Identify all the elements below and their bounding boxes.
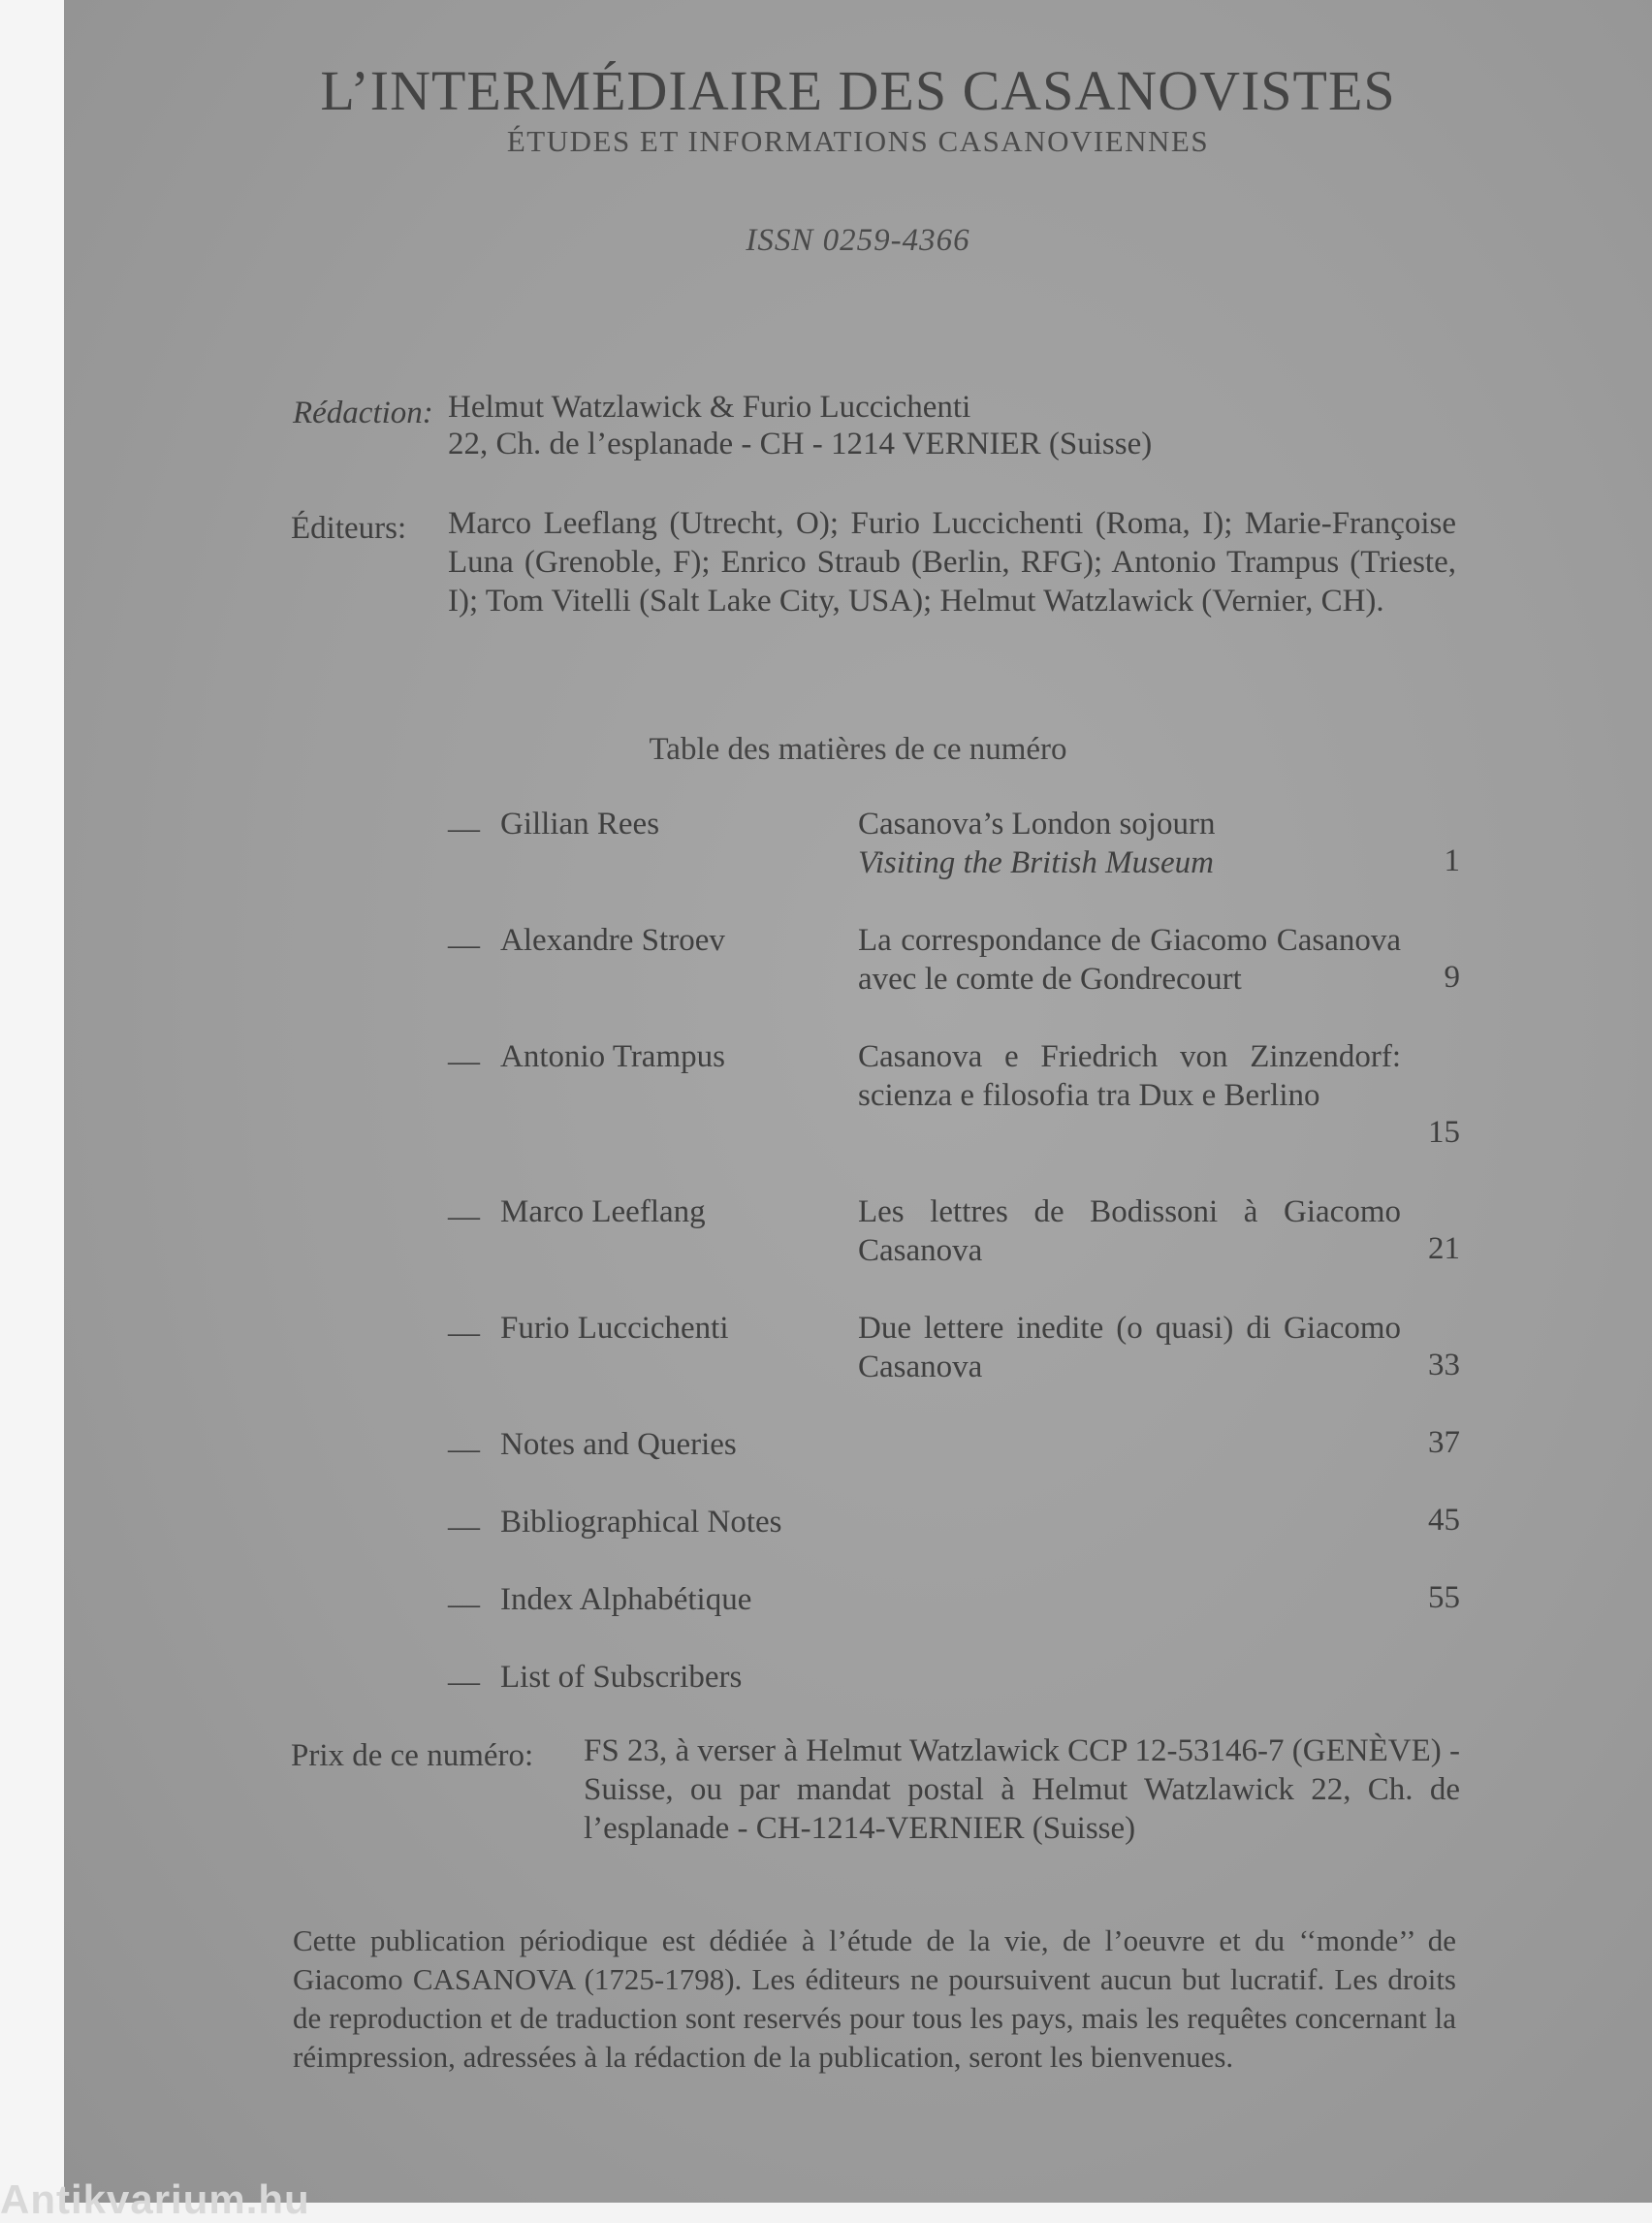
toc-author: List of Subscribers <box>500 1660 743 1695</box>
redaction-label: Rédaction: <box>293 396 433 430</box>
toc-dash: — <box>448 1316 480 1350</box>
toc-author: Notes and Queries <box>500 1427 737 1462</box>
toc-author: Index Alphabétique <box>500 1582 752 1617</box>
toc-dash: — <box>448 1509 480 1544</box>
toc-dash: — <box>448 1587 480 1622</box>
toc-dash: — <box>448 811 480 846</box>
toc-page: 55 <box>1428 1580 1460 1615</box>
toc-page: 9 <box>1444 960 1460 995</box>
toc-author: Marco Leeflang <box>500 1194 706 1229</box>
toc-title: Due lettere inedite (o quasi) di Giacomo Casanova <box>858 1311 1401 1384</box>
toc-author: Furio Luccichenti <box>500 1311 729 1346</box>
toc-heading: Table des matières de ce numéro <box>649 732 1067 767</box>
toc-page: 15 <box>1428 1115 1460 1150</box>
toc-title: Casanova e Friedrich von Zinzendorf: scienza e filosofia tra Dux e Berlino <box>858 1039 1401 1113</box>
toc-title: Casanova’s London sojourn <box>858 807 1216 842</box>
toc-page: 45 <box>1428 1503 1460 1538</box>
toc-dash: — <box>448 1432 480 1467</box>
issn: ISSN 0259-4366 <box>746 223 970 258</box>
toc-page: 1 <box>1444 843 1460 878</box>
price-text: FS 23, à verser à Helmut Watzlawick CCP 12-53146-7 (GENÈVE) - Suisse, ou par mandat postal à Helmut Watzlawick 22, Ch. de l’esplanade - CH-1214-VERNIER (Suisse) <box>584 1733 1460 1846</box>
watermark: Antikvarium.hu <box>0 2176 310 2222</box>
toc-page: 33 <box>1428 1348 1460 1382</box>
toc-page: 21 <box>1428 1231 1460 1266</box>
publication-notice: Cette publication périodique est dédiée à l’étude de la vie, de l’oeuvre et du ‘‘monde’’ de Giacomo CASANOVA (1725-1798). Les éditeurs ne poursuivent aucun but lucratif. Les droits de reproduction et de traduction sont reservés pour tous les pays, mais les requêtes concernant la réimpression, adressées à la rédaction de la publication, seront les bienvenues. <box>293 1923 1456 2074</box>
price-label: Prix de ce numéro: <box>291 1738 534 1773</box>
toc-dash: — <box>448 1665 480 1699</box>
toc-dash: — <box>448 1199 480 1234</box>
toc-title: Les lettres de Bodissoni à Giacomo Casanova <box>858 1194 1401 1268</box>
journal-subtitle: ÉTUDES ET INFORMATIONS CASANOVIENNES <box>506 124 1210 158</box>
journal-title: L’INTERMÉDIAIRE DES CASANOVISTES <box>320 59 1396 122</box>
redaction-line2: 22, Ch. de l’esplanade - CH - 1214 VERNIER (Suisse) <box>448 427 1153 461</box>
scan-margin <box>0 0 64 2203</box>
toc-subtitle: Visiting the British Museum <box>858 845 1214 880</box>
redaction-line1: Helmut Watzlawick & Furio Luccichenti <box>448 390 971 425</box>
toc-page: 37 <box>1428 1425 1460 1460</box>
editeurs-text: Marco Leeflang (Utrecht, O); Furio Luccichenti (Roma, I); Marie-Françoise Luna (Grenoble, F); Enrico Straub (Berlin, RFG); Antonio Trampus (Trieste, I); Tom Vitelli (Salt Lake City, USA); Helmut Watzlawick (Vernier, CH). <box>448 506 1456 619</box>
toc-author: Antonio Trampus <box>500 1039 725 1074</box>
toc-author: Bibliographical Notes <box>500 1505 782 1540</box>
toc-author: Alexandre Stroev <box>500 923 725 958</box>
toc-title: La correspondance de Giacomo Casanova avec le comte de Gondrecourt <box>858 923 1401 997</box>
editeurs-label: Éditeurs: <box>291 511 407 546</box>
toc-author: Gillian Rees <box>500 807 660 842</box>
toc-dash: — <box>448 1044 480 1079</box>
toc-dash: — <box>448 928 480 963</box>
